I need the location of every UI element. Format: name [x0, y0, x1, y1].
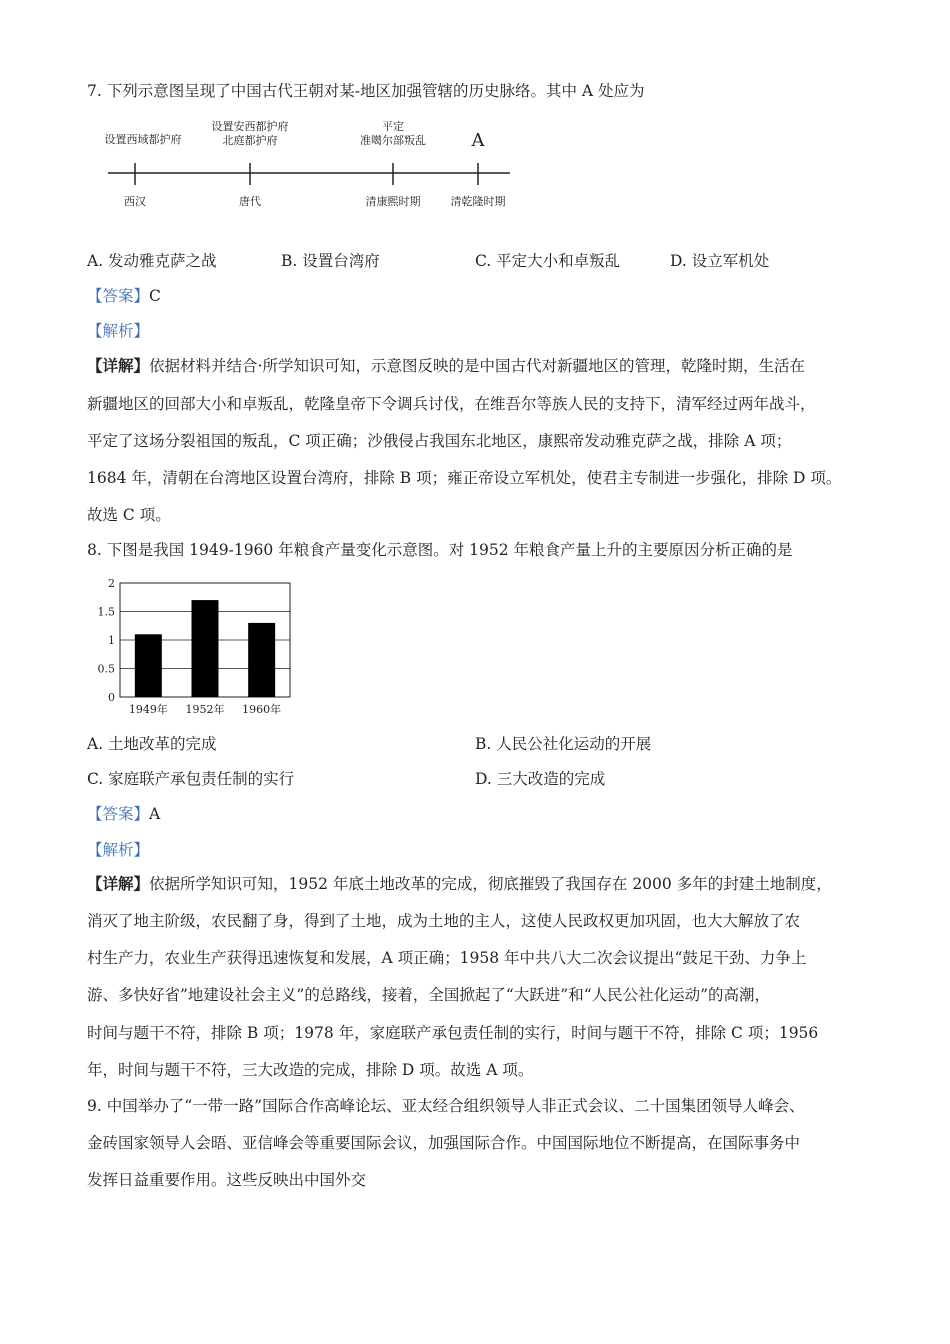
timeline-period: 唐代 — [239, 195, 261, 208]
q8-answer — [87, 804, 160, 824]
q8-detail-line: 时间与题干不符，排除 B 项；1978 年，家庭联产承包责任制的实行，时间与题干不符，排除 C 项；1956 — [87, 1024, 819, 1042]
q7-option-d[interactable]: D. 设立军机处 — [670, 252, 770, 270]
q7-timeline-diagram — [90, 118, 520, 218]
timeline-event: 设置安西都护府 — [211, 120, 289, 133]
q8-analysis-tag: 【解析】 — [87, 841, 150, 859]
q8-detail-line: 游、多快好省”地建设社会主义”的总路线，接着，全国掀起了“大跃进”和“人民公社化运动”的高潮， — [87, 986, 771, 1004]
detail-text: 依据所学知识可知，1952 年底土地改革的完成，彻底摧毁了我国存在 2000 多年的封建土地制度， — [149, 875, 832, 893]
x-tick-label: 1960年 — [242, 703, 282, 716]
q8-detail-line — [87, 874, 832, 894]
q8-detail-line: 消灭了地主阶级，农民翻了身，得到了土地，成为土地的主人，这使人民政权更加巩固，也大大解放了农 — [87, 912, 801, 930]
q7-answer — [87, 286, 161, 306]
timeline-period: 清康熙时期 — [365, 195, 421, 208]
timeline-event: 准噶尔部叛乱 — [360, 134, 426, 147]
detail-tag: 【详解】 — [87, 356, 150, 375]
timeline-event: 设置西域都护府 — [104, 133, 182, 146]
q7-detail-line: 新疆地区的回部大小和卓叛乱，乾隆皇帝下令调兵讨伐，在维吾尔等族人民的支持下，清军经过两年战斗， — [87, 395, 816, 413]
q7-detail-line — [87, 356, 805, 376]
x-tick-label: 1949年 — [128, 703, 168, 716]
q8-option-c[interactable]: C. 家庭联产承包责任制的实行 — [87, 770, 295, 788]
x-tick-label: 1952年 — [185, 703, 225, 716]
q8-detail-line: 村生产力，农业生产获得迅速恢复和发展，A 项正确；1958 年中共八大二次会议提出“鼓足干劲、力争上 — [87, 949, 807, 967]
y-tick-label: 0 — [108, 691, 115, 704]
bar — [248, 623, 275, 697]
q8-stem: 8. 下图是我国 1949-1960 年粮食产量变化示意图。对 1952 年粮食产量上升的主要原因分析正确的是 — [87, 541, 793, 559]
q9-stem-line: 金砖国家领导人会晤、亚信峰会等重要国际会议，加强国际合作。中国国际地位不断提高，在国际事务中 — [87, 1134, 801, 1152]
timeline-event: 北庭都护府 — [222, 134, 278, 147]
q7-detail-line: 故选 C 项。 — [87, 506, 171, 524]
q7-option-b[interactable]: B. 设置台湾府 — [281, 252, 380, 270]
q7-stem: 7. 下列示意图呈现了中国古代王朝对某-地区加强管辖的历史脉络。其中 A 处应为 — [87, 82, 645, 100]
y-tick-label: 1.5 — [97, 605, 115, 619]
q7-option-a[interactable]: A. 发动雅克萨之战 — [87, 252, 217, 270]
q8-option-a[interactable]: A. 土地改革的完成 — [87, 735, 217, 753]
y-tick-label: 1 — [108, 634, 115, 647]
answer-value: A — [149, 805, 161, 823]
detail-tag: 【详解】 — [87, 874, 150, 893]
q8-detail-line: 年，时间与题干不符，三大改造的完成，排除 D 项。故选 A 项。 — [87, 1061, 534, 1079]
answer-value: C — [149, 287, 161, 305]
y-tick-label: 0.5 — [97, 662, 115, 676]
timeline-period: 西汉 — [124, 195, 146, 208]
detail-text: 依据材料并结合·所学知识可知，示意图反映的是中国古代对新疆地区的管理，乾隆时期，生活在 — [149, 357, 805, 375]
q7-detail-line: 1684 年，清朝在台湾地区设置台湾府，排除 B 项；雍正帝设立军机处，使君主专制进一步强化，排除 D 项。 — [87, 469, 842, 487]
q8-option-b[interactable]: B. 人民公社化运动的开展 — [475, 735, 652, 753]
q7-option-c[interactable]: C. 平定大小和卓叛乱 — [475, 252, 621, 270]
timeline-period: 清乾隆时期 — [450, 195, 506, 208]
q8-bar-chart — [95, 574, 295, 719]
bar — [135, 634, 162, 697]
answer-tag: 【答案】 — [87, 287, 150, 305]
bar — [192, 600, 219, 697]
q9-stem-line: 9. 中国举办了“一带一路”国际合作高峰论坛、亚太经合组织领导人非正式会议、二十国集团领导人峰会、 — [87, 1097, 805, 1115]
q9-stem-line: 发挥日益重要作用。这些反映出中国外交 — [87, 1171, 367, 1189]
q7-detail-line: 平定了这场分裂祖国的叛乱，C 项正确；沙俄侵占我国东北地区，康熙帝发动雅克萨之战，排除 A 项； — [87, 432, 792, 450]
q7-analysis-tag: 【解析】 — [87, 322, 150, 340]
answer-tag: 【答案】 — [87, 805, 150, 823]
timeline-event-a: A — [471, 130, 485, 151]
y-tick-label: 2 — [108, 577, 115, 590]
timeline-event: 平定 — [382, 120, 404, 133]
q8-option-d[interactable]: D. 三大改造的完成 — [475, 770, 606, 788]
